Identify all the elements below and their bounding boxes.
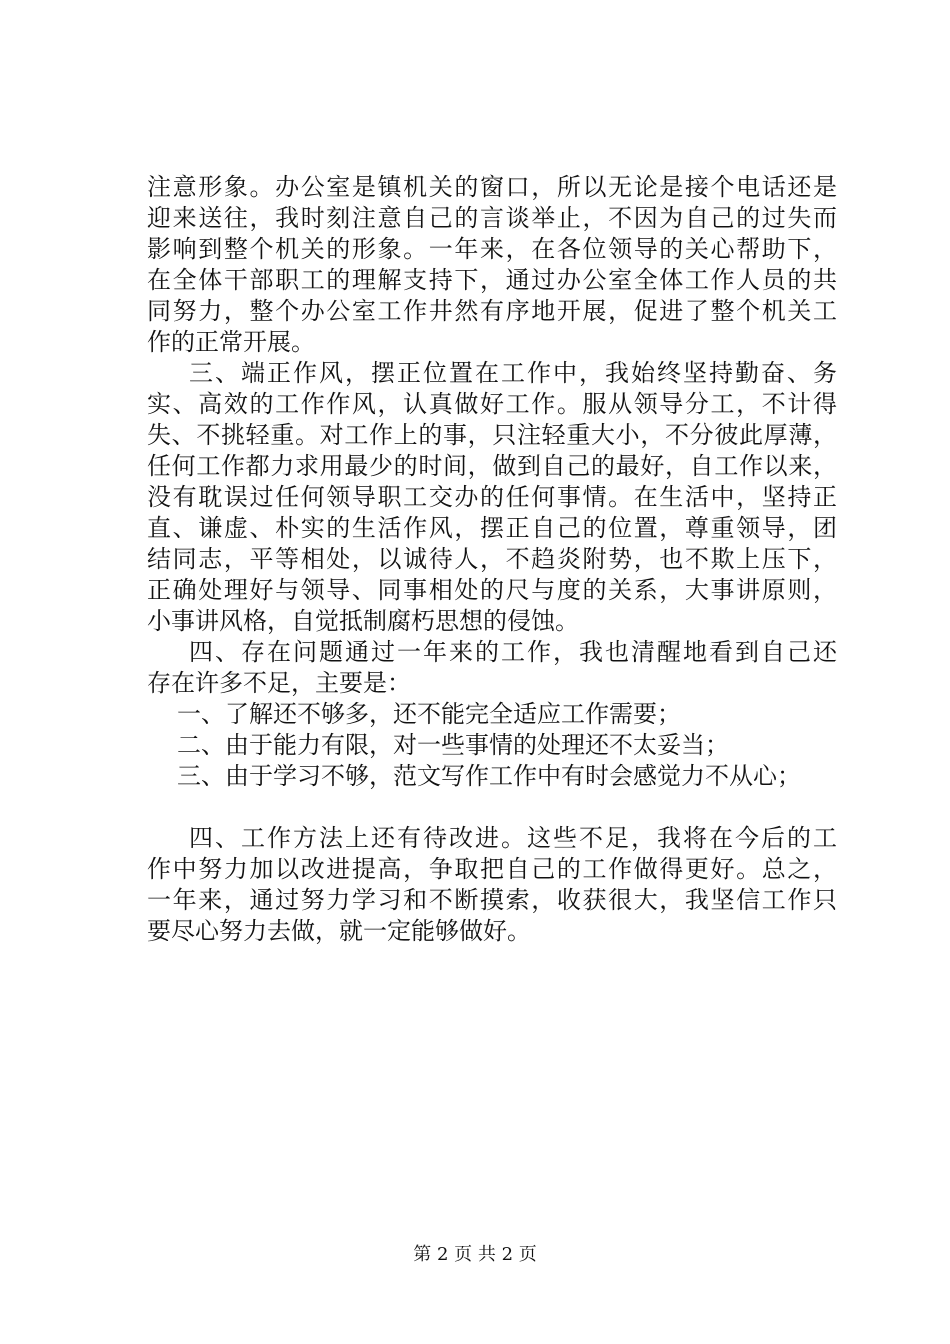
list-item: 三、由于学习不够，范文写作工作中有时会感觉力不从心； (177, 762, 801, 790)
paragraph-gap (147, 792, 837, 823)
document-body (147, 172, 837, 947)
section-heading-line: 四、工作方法上还有待改进。这些不足，我将在今后的工 (189, 824, 837, 852)
page-number-footer: 第 2 页 共 2 页 (413, 1244, 537, 1265)
paragraph-line: 注意形象。办公室是镇机关的窗口，所以无论是接个电话还是 (147, 173, 837, 201)
paragraph-line: 在全体干部职工的理解支持下，通过办公室全体工作人员的共 (147, 266, 837, 294)
paragraph-line: 一年来，通过努力学习和不断摸索，收获很大，我坚信工作只 (147, 886, 837, 914)
paragraph-line: 作中努力加以改进提高，争取把自己的工作做得更好。总之， (147, 855, 837, 883)
paragraph-line: 同努力，整个办公室工作井然有序地开展，促进了整个机关工 (147, 297, 837, 325)
list-item: 一、了解还不够多，还不能完全适应工作需要； (177, 700, 681, 728)
paragraph-line: 作的正常开展。 (147, 328, 315, 356)
paragraph-line: 直、谦虚、朴实的生活作风，摆正自己的位置，尊重领导，团 (147, 514, 837, 542)
section-heading-line: 三、端正作风，摆正位置在工作中，我始终坚持勤奋、务 (189, 359, 837, 387)
paragraph-line: 迎来送往，我时刻注意自己的言谈举止，不因为自己的过失而 (147, 204, 837, 232)
paragraph-line: 没有耽误过任何领导职工交办的任何事情。在生活中，坚持正 (147, 483, 837, 511)
paragraph-line: 小事讲风格，自觉抵制腐朽思想的侵蚀。 (147, 607, 579, 635)
paragraph-line: 任何工作都力求用最少的时间，做到自己的最好，自工作以来， (147, 452, 837, 480)
paragraph-line: 要尽心努力去做，就一定能够做好。 (147, 917, 531, 945)
paragraph-line: 存在许多不足，主要是： (147, 669, 411, 697)
list-item: 二、由于能力有限，对一些事情的处理还不太妥当； (177, 731, 729, 759)
paragraph-line: 正确处理好与领导、同事相处的尺与度的关系，大事讲原则， (147, 576, 837, 604)
paragraph-line: 实、高效的工作作风，认真做好工作。服从领导分工，不计得 (147, 390, 837, 418)
section-heading-line: 四、存在问题通过一年来的工作，我也清醒地看到自己还 (189, 638, 837, 666)
paragraph-line: 失、不挑轻重。对工作上的事，只注轻重大小，不分彼此厚薄， (147, 421, 837, 449)
paragraph-line: 结同志，平等相处，以诚待人，不趋炎附势，也不欺上压下， (147, 545, 837, 573)
paragraph-line: 影响到整个机关的形象。一年来，在各位领导的关心帮助下， (147, 235, 837, 263)
